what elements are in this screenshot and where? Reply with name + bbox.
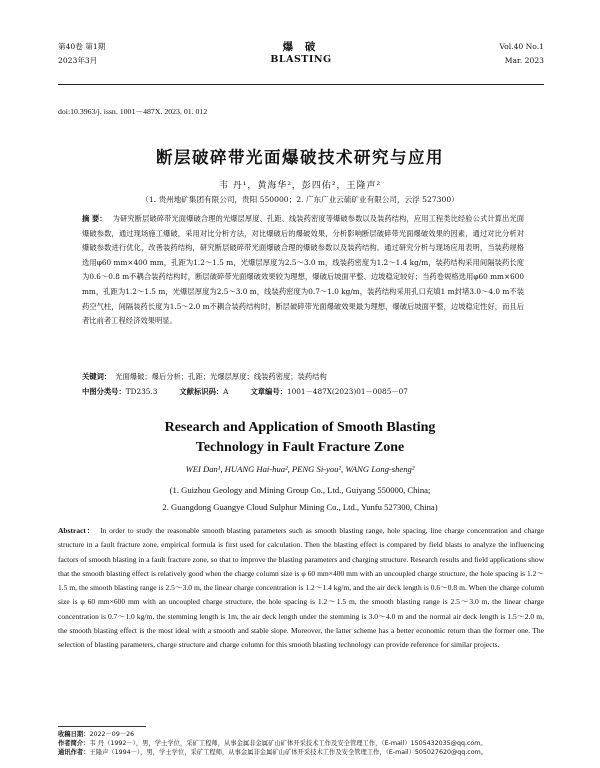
affiliation-en — [0, 482, 600, 516]
authors-zh: 韦 丹¹，黄海华²，彭四佑²，王隆声² — [218, 181, 382, 191]
title-en-line-2: Technology in Fault Fracture Zone — [195, 440, 405, 455]
abstract-en — [58, 524, 544, 653]
abstract-zh — [82, 212, 524, 329]
affiliation-en-1: (1. Guizhou Geology and Mining Group Co., Ltd., Guiyang 550000, China; — [169, 485, 431, 495]
abstract-zh-text: 为研究断层破碎带光面爆破合理的光爆层厚度、孔距、线装药密度等爆破参数以及装药结构，应用工程类比经验公式计算出光面爆破参数，通过现场施工爆破，采用对比分析方法，对比爆破后的爆破效果，分析影响断层破碎带光面爆破效果的因素，通过对比分析对爆破参数进行优化，改善装药结构，研究断层破碎带光面爆破合理的爆破参数以及装药结构。通过研究分析与现场应用表明，当装药规格选用φ60 mm×400 mm，孔距为1.2～1.5 m，光爆层厚度为2.5～3.0 m，线装药密度为1.2～1.4 kg/m，装药结构采用间隔装药长度为0.6～0.8 m不耦合装药结构时，断层破碎带光面爆破效果较为理想，爆破后坡面平整、边坡稳定较好；当药卷规格选用φ60 mm×600 mm，孔距为1.2～1.5 m，光爆层厚度为2.5～3.0 m，线装药密度为0.7～1.0 kg/m，装药结构采用孔口充填1 m封堵3.0～4.0 m不装药空气柱，间隔装药长度为1.5～2.0 m不耦合装药结构时，断层破碎带光面爆破效果最为理想，爆破后坡面平整，边坡稳定性好，而且后者比前者工程经济效果明显。 — [82, 214, 524, 326]
header-right — [499, 40, 544, 68]
footnote-rule — [58, 726, 146, 727]
title-zh: 断层破碎带光面爆破技术研究与应用 — [156, 148, 444, 167]
journal-name-en: BLASTING — [270, 54, 332, 65]
doi: doi:10.3963/j. issn. 1001－487X. 2023. 01. 012 — [58, 107, 208, 116]
date-zh: 2023年3月 — [58, 56, 98, 65]
author-bio: 作者简介：韦 丹（1992－），男，学士学位，采矿工程师，从事金属非金属矿山矿体开采技术工作及安全管理工作，（E-mail）1505432035@qq.com。 — [58, 740, 487, 747]
keywords-zh — [82, 372, 524, 382]
doc-code-value: A — [223, 387, 229, 396]
received-date: 收稿日期：2022－09－26 — [58, 731, 135, 738]
journal-name-zh: 爆 破 — [282, 41, 320, 53]
journal-header — [58, 40, 544, 82]
affiliation-en-2: 2. Guangdong Guangye Cloud Sulphur Mining Co., Ltd., Yunfu 527300, China) — [162, 502, 438, 512]
classification-line — [82, 387, 524, 397]
clc-label: 中图分类号： — [82, 387, 126, 396]
corresponding-author: 通讯作者：王隆声（1994－），男，学士学位，采矿工程师，从事金属非金属矿山矿体开采技术工作及安全管理工作，（E-mail）505027620@qq.com。 — [58, 749, 487, 756]
article-no-value: 1001－487X(2023)01－0085－07 — [286, 387, 408, 396]
footnotes — [58, 730, 544, 757]
title-en-line-1: Research and Application of Smooth Blasting — [164, 420, 436, 435]
date-en: Mar. 2023 — [504, 56, 544, 65]
clc-value: TD235.3 — [125, 387, 158, 396]
doc-code-label: 文献标识码： — [179, 387, 224, 396]
volume-zh: 第40卷 第1期 — [58, 42, 106, 51]
affiliation-zh: （1. 贵州地矿集团有限公司，贵阳 550000；2. 广东广业云硫矿业有限公司，云浮 527300） — [141, 195, 459, 204]
article-no-label: 文章编号： — [250, 387, 287, 396]
header-center — [58, 40, 544, 66]
header-rule — [58, 84, 544, 85]
volume-en: Vol.40 No.1 — [499, 42, 544, 51]
authors-en: WEI Dan¹, HUANG Hai-hua², PENG Si-you², WANG Long-sheng² — [185, 464, 415, 474]
title-en — [0, 418, 600, 458]
abstract-en-label: Abstract： — [58, 526, 96, 535]
keywords-zh-label: 关键词： — [82, 372, 112, 381]
keywords-zh-text: 光面爆破；爆后分析；孔距；光爆层厚度；线装药密度；装药结构 — [115, 372, 327, 381]
abstract-zh-label: 摘 要： — [82, 214, 107, 223]
abstract-en-text: In order to study the reasonable smooth blasting parameters such as smooth blasting range, hole spacing, line charge concentration and charge structure in a fault fracture zone, empirical formula is first used for calculation. Then the blasting effect is compared by field blasts to analyze the influencing factors of smooth blasting in a fault fracture zone, so that to improve the blasting parameters and charging structure. Research results and field applications show that the smooth blasting effect is relatively good when the charge column size is φ 60 mm×400 mm with an uncoupled charge structure, the hole spacing is 1.2～1.5 m, the smooth blasting range is 2.5～3.0 m, the linear charge concentration is 1.2～1.4 kg/m, and the air deck length is 0.6～0.8 m. When the charge column size is φ 60 mm×600 mm with an uncoupled charge structure, the hole spacing is 1.2～1.5 m, the smooth blasting range is 2.5～3.0 m, the linear charge concentration is 0.7～1.0 kg/m, the stemming length is 1m, the air deck length under the stemming is 3.0～4.0 m and the normal air deck length is 1.5～2.0 m, the smooth blasting effect is the most ideal with a smooth and stable slope. Moreover, the latter scheme has a better economic return than the former one. The selection of blasting parameters, charge structure and charge column for this smooth blasting technology can provide reference for similar projects. — [58, 526, 544, 650]
